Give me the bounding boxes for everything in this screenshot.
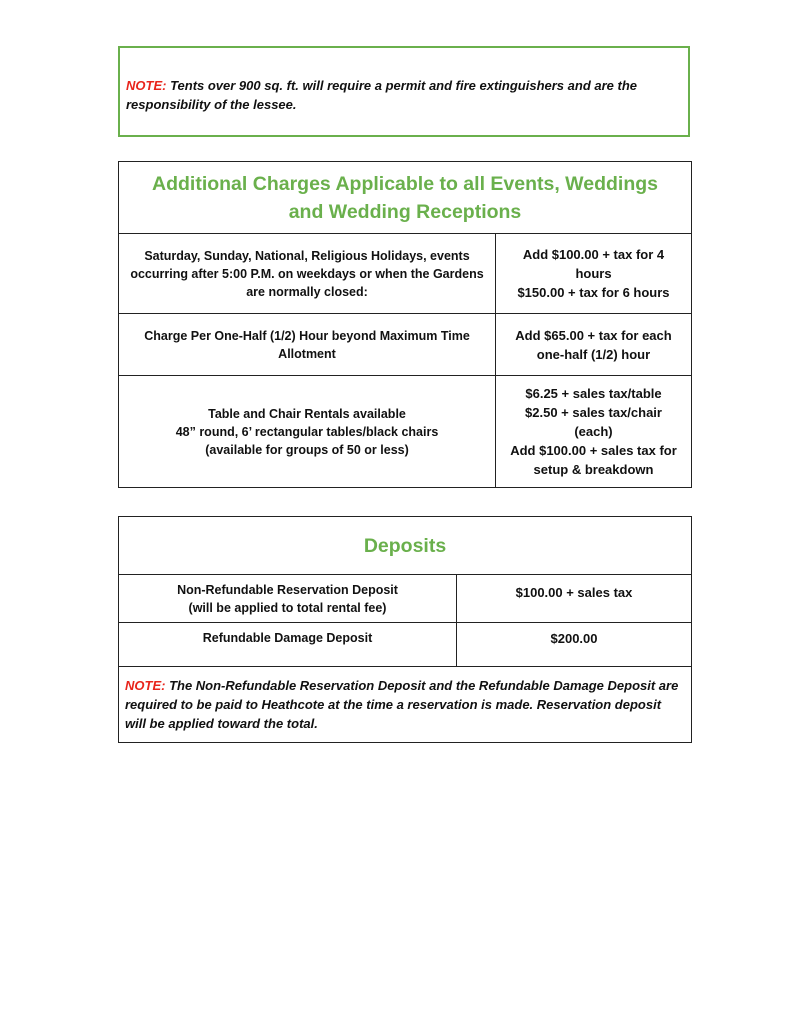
deposit-price: $100.00 + sales tax: [457, 575, 692, 623]
deposit-description: Non-Refundable Reservation Deposit (will be applied to total rental fee): [119, 575, 457, 623]
table-row: [119, 575, 692, 623]
table-row: [119, 376, 692, 488]
table-row: [119, 314, 692, 376]
charge-price: Add $65.00 + tax for each one-half (1/2) hour: [496, 314, 692, 376]
deposits-table: [118, 516, 692, 743]
deposit-note: [119, 667, 692, 743]
note-text: The Non-Refundable Reservation Deposit and the Refundable Damage Deposit are required to be paid to Heathcote at the time a reservation is made. Reservation deposit will be applied toward the total.: [125, 678, 679, 731]
deposits-title: Deposits: [119, 517, 692, 575]
note-text: Tents over 900 sq. ft. will require a permit and fire extinguishers and are the responsibility of the lessee.: [126, 78, 637, 112]
deposit-price: $200.00: [457, 623, 692, 667]
note-label: NOTE:: [126, 78, 167, 93]
charges-title: Additional Charges Applicable to all Events, Weddings and Wedding Receptions: [119, 162, 692, 234]
additional-charges-table: [118, 161, 692, 488]
charge-price: Add $100.00 + tax for 4 hours $150.00 + tax for 6 hours: [496, 234, 692, 314]
charge-description: Table and Chair Rentals available 48” round, 6’ rectangular tables/black chairs (available for groups of 50 or less): [119, 376, 496, 488]
note-label: NOTE:: [125, 678, 166, 693]
table-row: [119, 623, 692, 667]
charge-description: Saturday, Sunday, National, Religious Holidays, events occurring after 5:00 P.M. on weekdays or when the Gardens are normally closed:: [119, 234, 496, 314]
tent-note: [118, 46, 690, 137]
charge-price: $6.25 + sales tax/table $2.50 + sales tax/chair (each) Add $100.00 + sales tax for setup & breakdown: [496, 376, 692, 488]
deposit-description: Refundable Damage Deposit: [119, 623, 457, 667]
charge-description: Charge Per One-Half (1/2) Hour beyond Maximum Time Allotment: [119, 314, 496, 376]
table-row: [119, 234, 692, 314]
